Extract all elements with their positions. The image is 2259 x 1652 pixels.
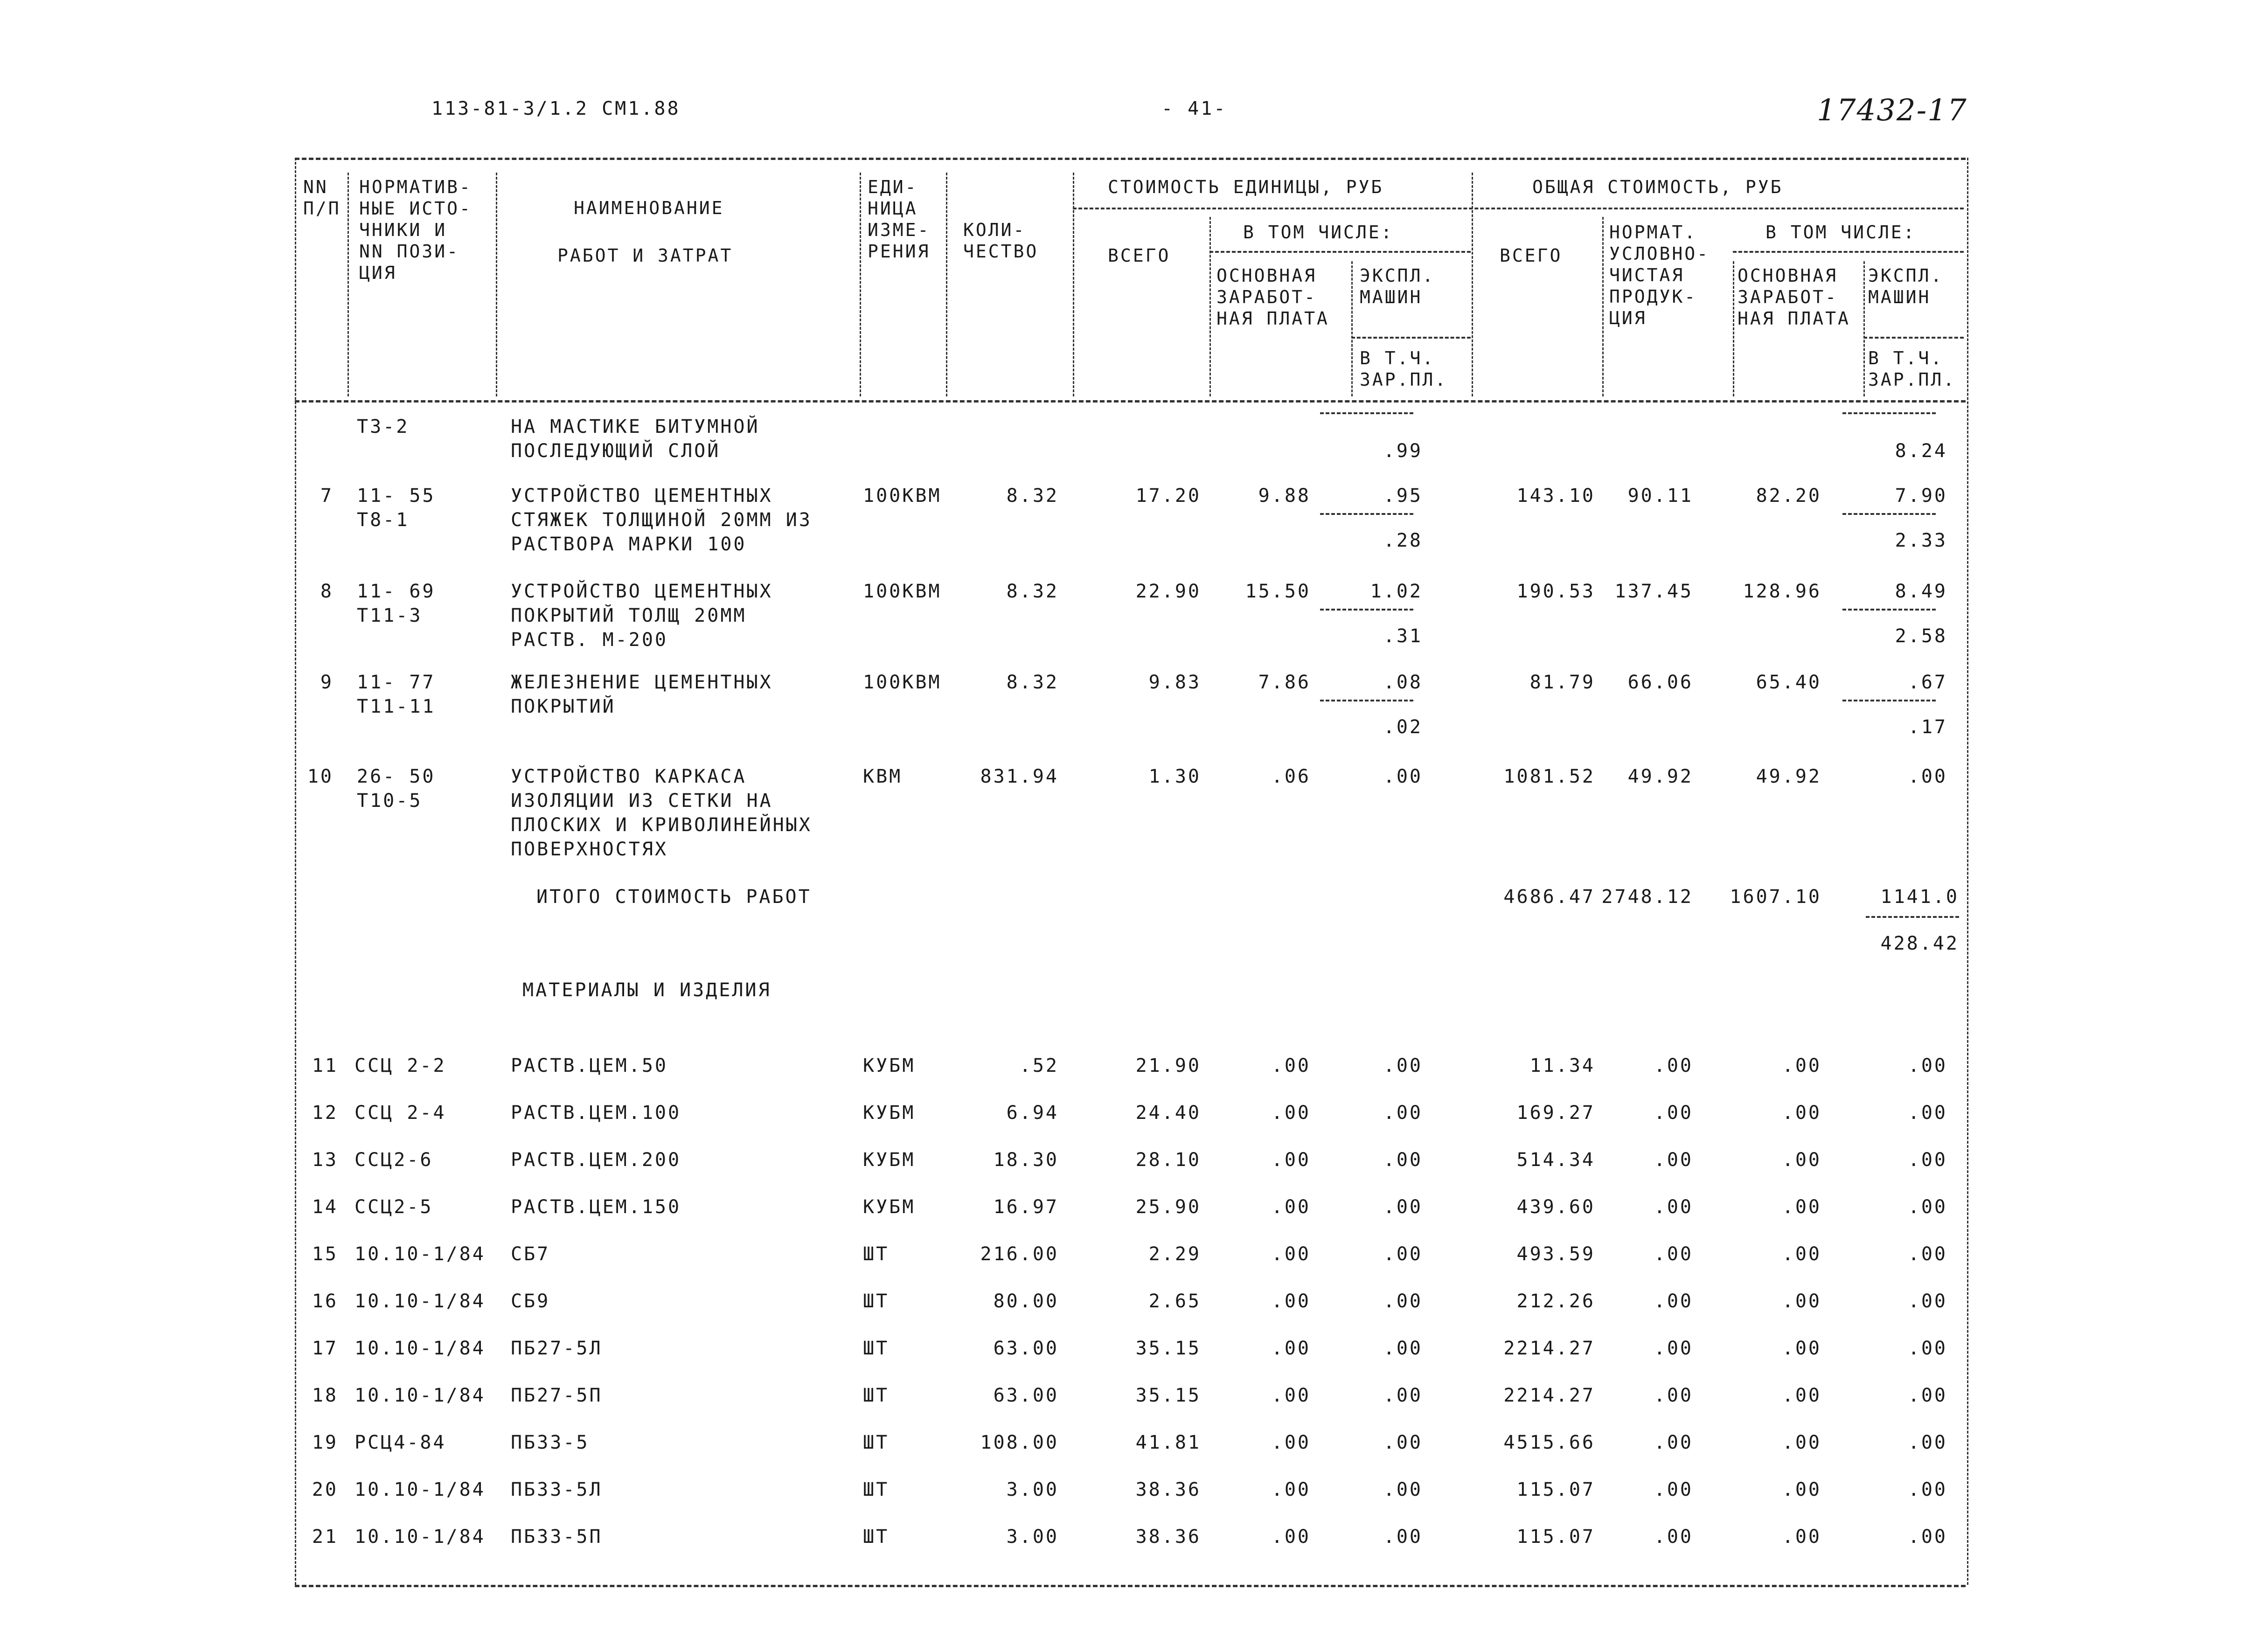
work-name-line: НА МАСТИКЕ БИТУМНОЙ [511,416,760,437]
unit-cost-all: 1.30 [1148,766,1201,787]
unit-cost-all: 17.20 [1135,485,1201,507]
price-code: ССЦ2-6 [354,1149,433,1171]
total-cost-all: 439.60 [1516,1196,1595,1218]
unit-basic-wage: 7.86 [1258,672,1311,693]
unit-machines: 1.02 [1370,581,1423,602]
row-number: 9 [320,672,334,693]
unit-cost-all: 22.90 [1135,581,1201,602]
price-code: 10.10-1/84 [354,1291,486,1312]
unit: ШТ [863,1385,890,1406]
unit-machines: .00 [1383,1338,1423,1359]
unit-basic-wage: 15.50 [1245,581,1311,602]
quantity: 8.32 [1006,672,1059,693]
sheet-number: 17432-17 [1817,93,1967,128]
total-basic-wage: .00 [1782,1338,1821,1359]
unit-machines: .00 [1383,1196,1423,1218]
subtotal-machines: 1141.0 [1880,886,1959,908]
work-name-line: РАСТВОРА МАРКИ 100 [511,534,747,555]
subline-rule [1320,412,1413,414]
unit-machines: .00 [1383,1055,1423,1076]
unit: КУБМ [863,1055,916,1076]
normative-net-product: .00 [1654,1055,1693,1076]
material-name: ПБ33-5Л [511,1479,603,1500]
unit-cost-all: 38.36 [1135,1526,1201,1548]
normative-net-product: .00 [1654,1149,1693,1171]
total-machines: .00 [1908,1338,1947,1359]
unit: 100КВМ [863,485,942,507]
total-cost-all: 81.79 [1529,672,1595,693]
total-basic-wage: .00 [1782,1291,1821,1312]
total-machines: .00 [1908,766,1947,787]
unit-cost-all: 41.81 [1135,1432,1201,1453]
total-machines: 7.90 [1895,485,1947,507]
quantity: 831.94 [980,766,1059,787]
quantity: 63.00 [993,1338,1059,1359]
header-total-incl-wage: В Т.Ч. ЗАР.ПЛ. [1868,348,1956,390]
unit: ШТ [863,1432,890,1453]
material-name: СБ7 [511,1243,550,1265]
header-sep [1863,261,1865,396]
normative-net-product: .00 [1654,1479,1693,1500]
header-bottom-rule [295,400,1966,403]
subline-rule [1842,609,1936,611]
unit-basic-wage: .00 [1271,1055,1311,1076]
header-sep [1073,173,1074,396]
unit: ШТ [863,1338,890,1359]
total-basic-wage: .00 [1782,1055,1821,1076]
quantity: 80.00 [993,1291,1059,1312]
unit-basic-wage: .06 [1271,766,1311,787]
quantity: 3.00 [1006,1479,1059,1500]
work-name-line: ЖЕЛЕЗНЕНИЕ ЦЕМЕНТНЫХ [511,672,773,693]
total-basic-wage: .00 [1782,1149,1821,1171]
header-total-machines: ЭКСПЛ. МАШИН [1868,265,1944,307]
normative-net-product: .00 [1654,1338,1693,1359]
unit: КУБМ [863,1149,916,1171]
header-name-line2: РАБОТ И ЗАТРАТ [557,245,733,266]
work-name-line: ПОКРЫТИЙ ТОЛЩ 20ММ [511,605,747,626]
work-name-line: УСТРОЙСТВО КАРКАСА [511,766,747,787]
subline-rule [1842,412,1936,414]
normative-code: 11- 55 [357,485,436,507]
header-normative-source: НОРМАТИВ- НЫЕ ИСТО- ЧНИКИ И NN ПОЗИ- ЦИЯ [359,177,472,283]
header-unit-cost-title: СТОИМОСТЬ ЕДИНИЦЫ, РУБ [1108,177,1384,197]
material-name: СБ9 [511,1291,550,1312]
total-cost-all: 493.59 [1516,1243,1595,1265]
header-total-all: ВСЕГО [1500,245,1563,266]
quantity: 63.00 [993,1385,1059,1406]
row-number: 14 [312,1196,338,1218]
total-machines-wage: .17 [1908,716,1947,738]
header-sep [860,173,861,396]
unit-cost-all: 9.83 [1148,672,1201,693]
header-sep [1351,261,1353,396]
unit-machines: .00 [1383,766,1423,787]
work-name-line: ПОКРЫТИЙ [511,696,616,717]
header-unit: ЕДИ- НИЦА ИЗМЕ- РЕНИЯ [868,177,931,262]
material-name: ПБ33-5 [511,1432,590,1453]
material-name: ПБ27-5Л [511,1338,603,1359]
normative-code: 11- 69 [357,581,436,602]
header-inner-rule [1209,251,1471,253]
normative-table: Т11-11 [357,696,436,717]
total-cost-all: 115.07 [1516,1526,1595,1548]
total-cost-all: 2214.27 [1503,1385,1595,1406]
document-code: 113-81-3/1.2 СМ1.88 [431,98,681,119]
unit-basic-wage: .00 [1271,1243,1311,1265]
unit-cost-all: 25.90 [1135,1196,1201,1218]
total-basic-wage: .00 [1782,1385,1821,1406]
unit-cost-all: 28.10 [1135,1149,1201,1171]
header-inner-rule [1351,337,1471,339]
work-name-line: СТЯЖЕК ТОЛЩИНОЙ 20ММ ИЗ [511,509,812,531]
work-name-line: ИЗОЛЯЦИИ ИЗ СЕТКИ НА [511,790,773,812]
quantity: 3.00 [1006,1526,1059,1548]
total-cost-all: 514.34 [1516,1149,1595,1171]
header-sep [946,173,947,396]
subline-rule [1320,513,1413,515]
price-code: ССЦ2-5 [354,1196,433,1218]
work-name-line: ПОВЕРХНОСТЯХ [511,839,668,860]
unit-basic-wage: .00 [1271,1291,1311,1312]
subtotal-basic-wage: 1607.10 [1730,886,1821,908]
header-inner-rule [1863,337,1964,339]
normative-table: Т10-5 [357,790,423,812]
material-name: ПБ33-5П [511,1526,603,1548]
price-code: 10.10-1/84 [354,1243,486,1265]
page-number: - 41- [1161,98,1227,119]
total-basic-wage: 128.96 [1743,581,1821,602]
row-number: 8 [320,581,334,602]
subtotal-machines-wage: 428.42 [1880,933,1959,954]
row-number: 19 [312,1432,338,1453]
unit: КУБМ [863,1196,916,1218]
unit-machines-wage: .99 [1383,440,1423,462]
material-name: ПБ27-5П [511,1385,603,1406]
header-sep [1602,217,1604,396]
material-name: РАСТВ.ЦЕМ.50 [511,1055,668,1076]
row-number: 7 [320,485,334,507]
unit-machines: .00 [1383,1149,1423,1171]
normative-net-product: 49.92 [1627,766,1693,787]
row-number: 17 [312,1338,338,1359]
row-number: 18 [312,1385,338,1406]
header-sep [1733,261,1734,396]
total-machines: .00 [1908,1055,1947,1076]
unit-cost-all: 24.40 [1135,1102,1201,1124]
subline-rule [1320,700,1413,701]
unit-basic-wage: .00 [1271,1338,1311,1359]
normative-net-product: .00 [1654,1243,1693,1265]
unit-basic-wage: .00 [1271,1385,1311,1406]
work-name-line: ПОСЛЕДУЮЩИЙ СЛОЙ [511,440,721,462]
header-total-cost-title: ОБЩАЯ СТОИМОСТЬ, РУБ [1532,177,1783,197]
row-number: 10 [307,766,334,787]
row-number: 12 [312,1102,338,1124]
total-basic-wage: 65.40 [1756,672,1821,693]
row-number: 11 [312,1055,338,1076]
quantity: 6.94 [1006,1102,1059,1124]
header-sep [348,173,349,396]
total-machines: .00 [1908,1291,1947,1312]
total-cost-all: 115.07 [1516,1479,1595,1500]
unit-basic-wage: .00 [1271,1149,1311,1171]
work-name-line: УСТРОЙСТВО ЦЕМЕНТНЫХ [511,581,773,602]
unit: ШТ [863,1479,890,1500]
subtotal-normative-net: 2748.12 [1601,886,1693,908]
unit: ШТ [863,1526,890,1548]
total-basic-wage: .00 [1782,1196,1821,1218]
table-top-rule [295,158,1966,160]
unit: 100КВМ [863,672,942,693]
normative-net-product: .00 [1654,1385,1693,1406]
quantity: 216.00 [980,1243,1059,1265]
header-unit-incl-wage: В Т.Ч. ЗАР.ПЛ. [1360,348,1448,390]
quantity: 8.32 [1006,581,1059,602]
total-basic-wage: 49.92 [1756,766,1821,787]
normative-code: 11- 77 [357,672,436,693]
price-code: 10.10-1/84 [354,1526,486,1548]
unit-cost-all: 21.90 [1135,1055,1201,1076]
unit-cost-all: 35.15 [1135,1338,1201,1359]
materials-section-title: МАТЕРИАЛЫ И ИЗДЕЛИЯ [522,979,772,1001]
header-unit-machines: ЭКСПЛ. МАШИН [1360,265,1435,307]
quantity: .52 [1019,1055,1059,1076]
unit-machines: .00 [1383,1526,1423,1548]
total-basic-wage: .00 [1782,1102,1821,1124]
total-machines: .00 [1908,1526,1947,1548]
unit-cost-all: 2.29 [1148,1243,1201,1265]
row-number: 20 [312,1479,338,1500]
header-nn: NN П/П [303,177,341,219]
unit: ШТ [863,1291,890,1312]
subline-rule [1842,700,1936,701]
unit-machines: .08 [1383,672,1423,693]
unit-basic-wage: .00 [1271,1526,1311,1548]
header-unit-including: В ТОМ ЧИСЛЕ: [1243,222,1394,243]
price-code: 10.10-1/84 [354,1338,486,1359]
total-basic-wage: .00 [1782,1526,1821,1548]
header-sep [1472,173,1473,396]
subline-rule [1320,609,1413,611]
normative-net-product: .00 [1654,1196,1693,1218]
total-machines: .00 [1908,1149,1947,1171]
total-machines: .00 [1908,1432,1947,1453]
work-name-line: УСТРОЙСТВО ЦЕМЕНТНЫХ [511,485,773,507]
unit-machines: .00 [1383,1102,1423,1124]
subtotal-label: ИТОГО СТОИМОСТЬ РАБОТ [536,886,812,908]
normative-table: Т11-3 [357,605,423,626]
unit-basic-wage: .00 [1271,1479,1311,1500]
total-basic-wage: 82.20 [1756,485,1821,507]
header-total-including: В ТОМ ЧИСЛЕ: [1765,222,1916,243]
total-machines: .00 [1908,1196,1947,1218]
unit-basic-wage: .00 [1271,1196,1311,1218]
normative-net-product: .00 [1654,1102,1693,1124]
header-sep [496,173,497,396]
normative-net-product: 66.06 [1627,672,1693,693]
quantity: 18.30 [993,1149,1059,1171]
price-code: РСЦ4-84 [354,1432,446,1453]
total-cost-all: 11.34 [1529,1055,1595,1076]
unit-cost-all: 2.65 [1148,1291,1201,1312]
header-sep [1209,217,1211,396]
total-cost-all: 2214.27 [1503,1338,1595,1359]
total-machines: 8.49 [1895,581,1947,602]
unit-cost-all: 38.36 [1135,1479,1201,1500]
work-name-line: ПЛОСКИХ И КРИВОЛИНЕЙНЫХ [511,814,812,836]
row-number: 15 [312,1243,338,1265]
total-machines: .00 [1908,1243,1947,1265]
row-number: 16 [312,1291,338,1312]
total-machines-wage: 2.58 [1895,625,1947,647]
quantity: 16.97 [993,1196,1059,1218]
table-frame [295,158,1968,1585]
subtotal-total: 4686.47 [1503,886,1595,908]
unit-machines: .00 [1383,1479,1423,1500]
header-inner-rule [1733,251,1964,253]
header-total-basic-wage: ОСНОВНАЯ ЗАРАБОТ- НАЯ ПЛАТА [1738,265,1850,329]
unit-machines: .95 [1383,485,1423,507]
unit-machines-wage: .31 [1383,625,1423,647]
material-name: РАСТВ.ЦЕМ.100 [511,1102,681,1124]
material-name: РАСТВ.ЦЕМ.200 [511,1149,681,1171]
unit-machines-wage: .02 [1383,716,1423,738]
table-bottom-rule [295,1585,1966,1587]
unit-basic-wage: .00 [1271,1432,1311,1453]
unit: ШТ [863,1243,890,1265]
normative-net-product: 137.45 [1614,581,1693,602]
normative-code: Т3-2 [357,416,410,437]
total-machines-wage: 8.24 [1895,440,1947,462]
unit-machines-wage: .28 [1383,530,1423,551]
total-machines: .67 [1908,672,1947,693]
total-basic-wage: .00 [1782,1243,1821,1265]
price-code: ССЦ 2-2 [354,1055,446,1076]
total-machines: .00 [1908,1479,1947,1500]
total-machines: .00 [1908,1102,1947,1124]
price-code: 10.10-1/84 [354,1385,486,1406]
total-machines: .00 [1908,1385,1947,1406]
price-code: ССЦ 2-4 [354,1102,446,1124]
work-name-line: РАСТВ. М-200 [511,629,668,651]
header-quantity: КОЛИ- ЧЕСТВО [963,220,1039,262]
unit: КВМ [863,766,903,787]
header-name-line1: НАИМЕНОВАНИЕ [574,198,724,218]
total-machines-wage: 2.33 [1895,530,1947,551]
quantity: 108.00 [980,1432,1059,1453]
subline-rule [1866,916,1959,918]
total-cost-all: 169.27 [1516,1102,1595,1124]
unit: 100КВМ [863,581,942,602]
unit-machines: .00 [1383,1291,1423,1312]
total-basic-wage: .00 [1782,1479,1821,1500]
header-unit-all: ВСЕГО [1108,245,1171,266]
total-cost-all: 143.10 [1516,485,1595,507]
normative-net-product: 90.11 [1627,485,1693,507]
unit-basic-wage: .00 [1271,1102,1311,1124]
row-number: 21 [312,1526,338,1548]
total-basic-wage: .00 [1782,1432,1821,1453]
normative-net-product: .00 [1654,1526,1693,1548]
normative-net-product: .00 [1654,1432,1693,1453]
unit-machines: .00 [1383,1385,1423,1406]
normative-code: 26- 50 [357,766,436,787]
header-unit-basic-wage: ОСНОВНАЯ ЗАРАБОТ- НАЯ ПЛАТА [1216,265,1329,329]
quantity: 8.32 [1006,485,1059,507]
unit-machines: .00 [1383,1243,1423,1265]
header-normative-net-product: НОРМАТ. УСЛОВНО- ЧИСТАЯ ПРОДУК- ЦИЯ [1609,222,1710,328]
normative-table: Т8-1 [357,509,410,531]
material-name: РАСТВ.ЦЕМ.150 [511,1196,681,1218]
price-code: 10.10-1/84 [354,1479,486,1500]
subline-rule [1842,513,1936,515]
total-cost-all: 212.26 [1516,1291,1595,1312]
unit-basic-wage: 9.88 [1258,485,1311,507]
normative-net-product: .00 [1654,1291,1693,1312]
header-inner-rule [1073,208,1964,209]
row-number: 13 [312,1149,338,1171]
unit: КУБМ [863,1102,916,1124]
total-cost-all: 1081.52 [1503,766,1595,787]
unit-machines: .00 [1383,1432,1423,1453]
total-cost-all: 4515.66 [1503,1432,1595,1453]
total-cost-all: 190.53 [1516,581,1595,602]
unit-cost-all: 35.15 [1135,1385,1201,1406]
